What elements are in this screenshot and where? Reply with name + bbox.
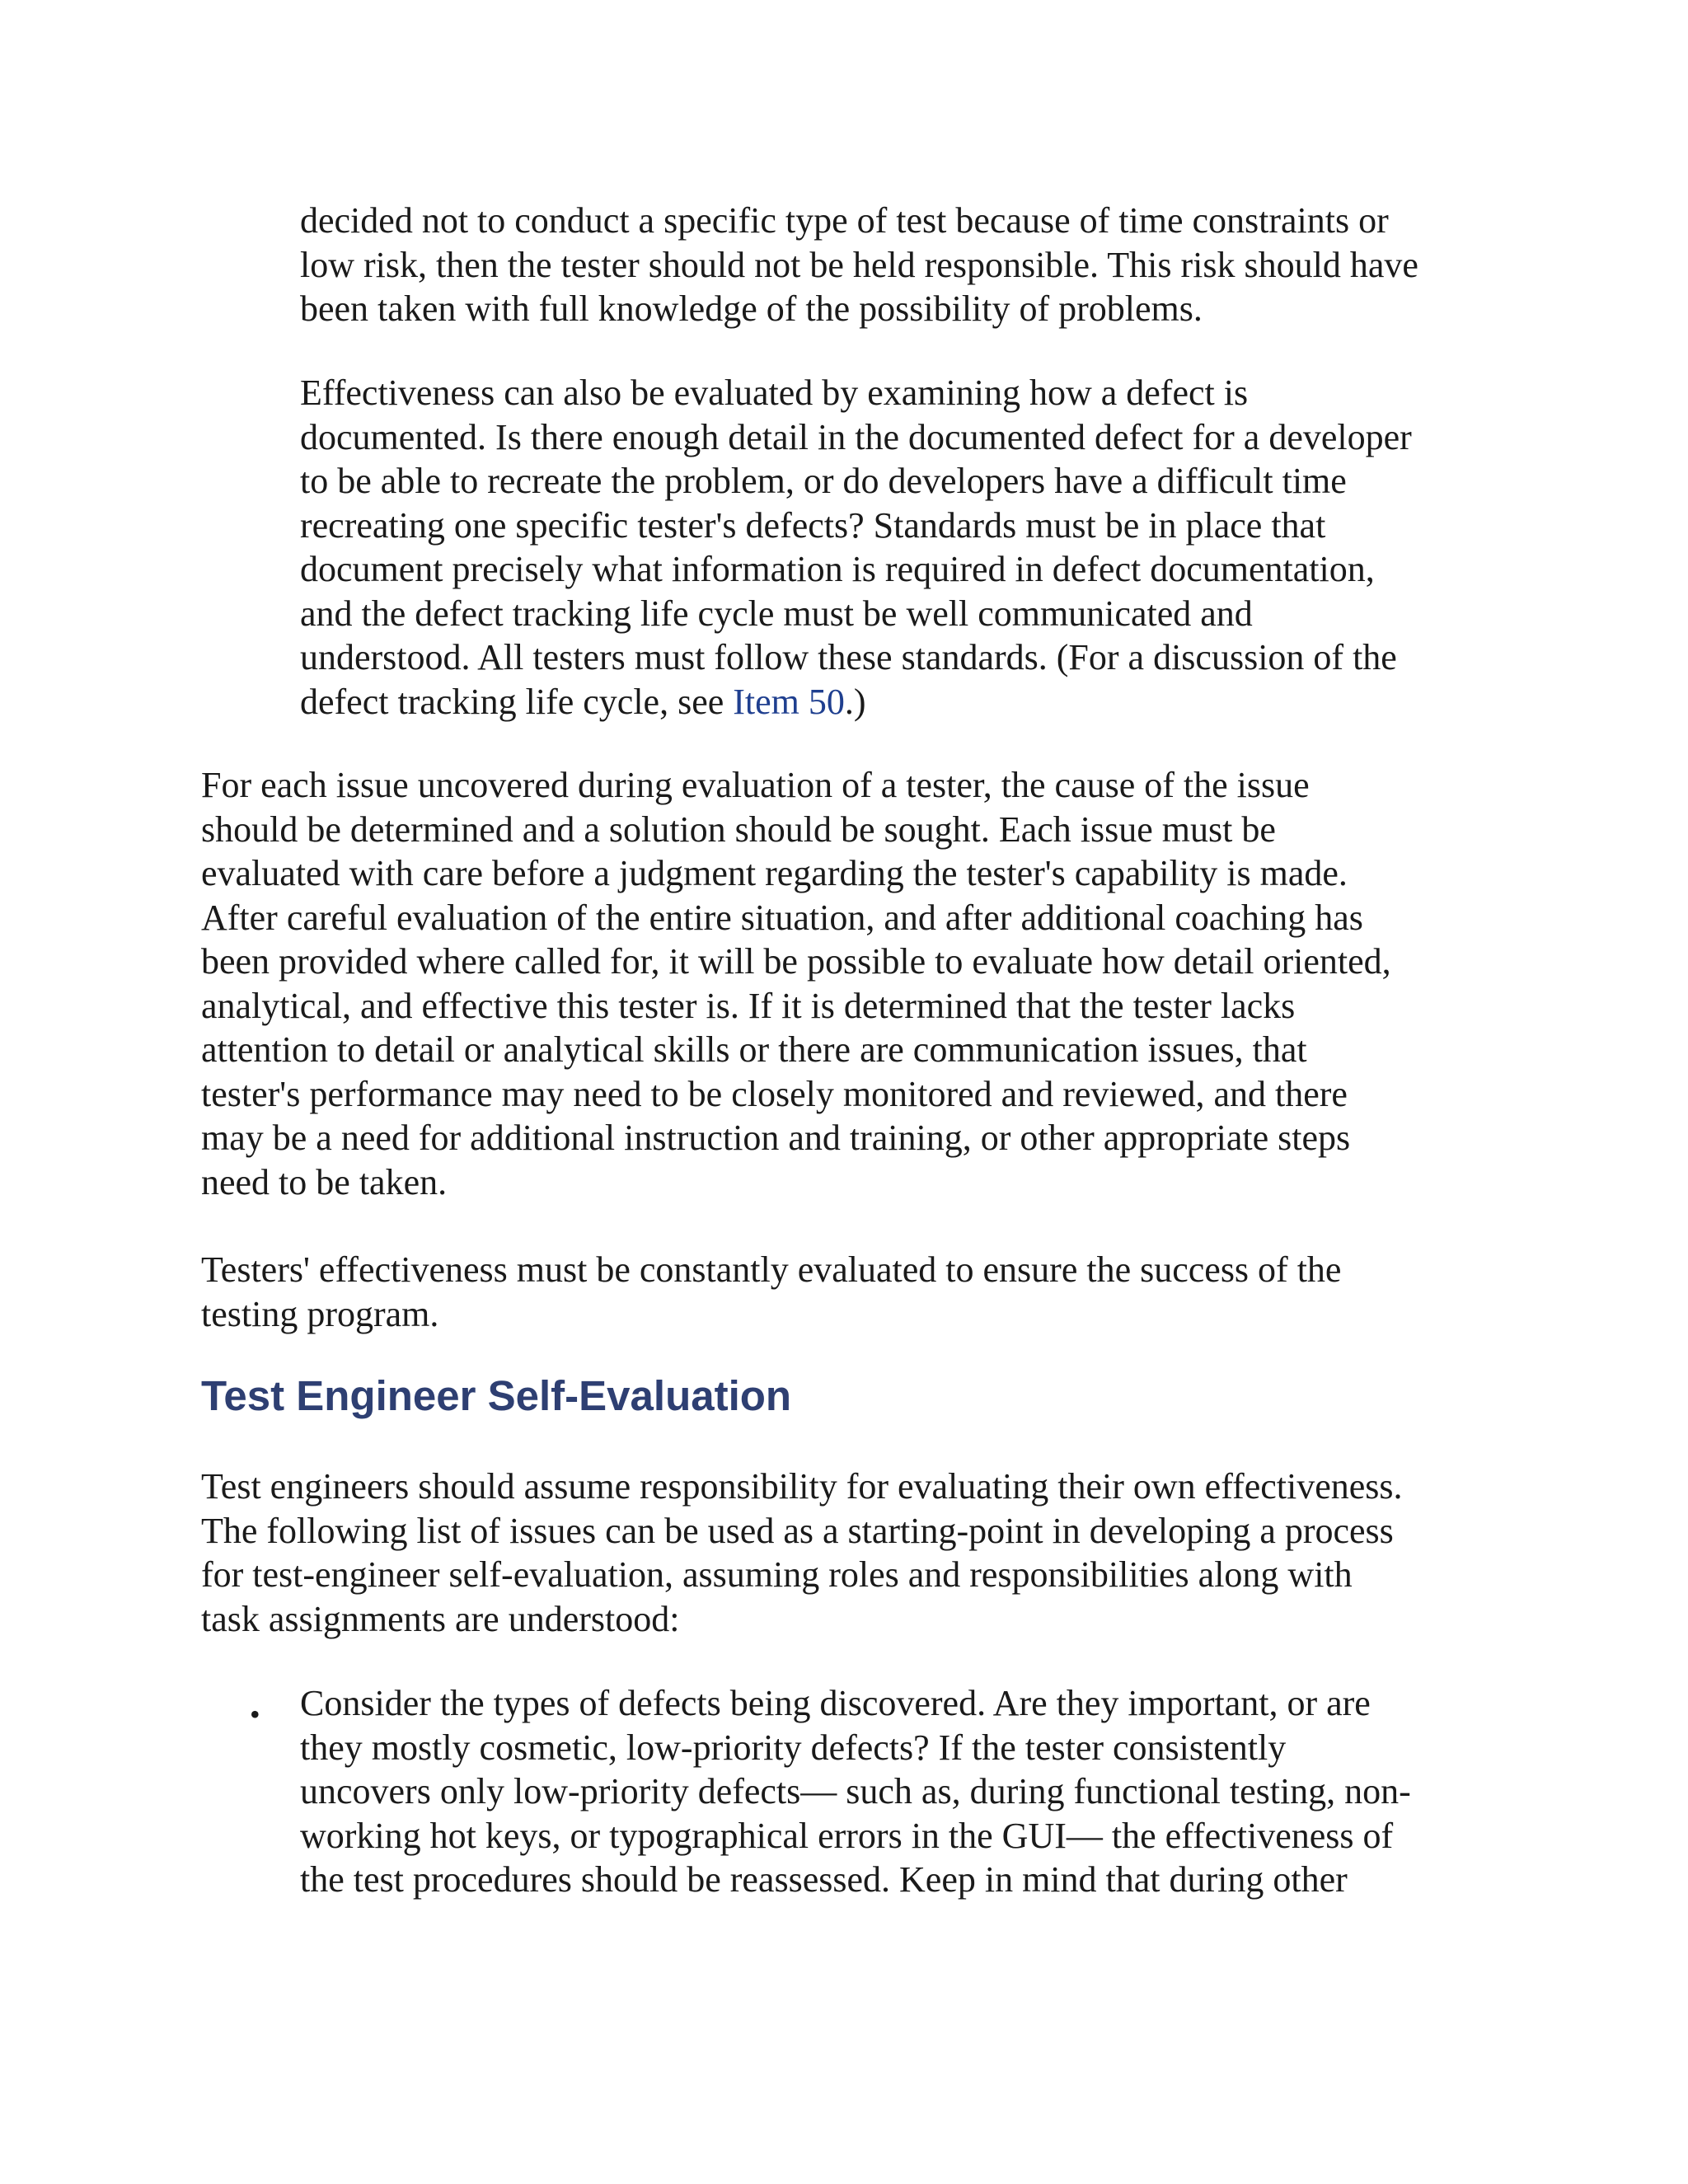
text-line-with-link [300,680,1412,724]
text-line: testing program. [201,1293,439,1334]
text-line: evaluated with care before a judgment regarding the tester's capability is made. [201,853,1348,893]
text-line: need to be taken. [201,1161,448,1202]
paragraph-continued [300,199,1418,331]
text-line: working hot keys, or typographical errors in the GUI— the effectiveness of [300,1815,1394,1856]
text-line: and the defect tracking life cycle must be well communicated and [300,593,1253,634]
paragraph-constant-evaluation [201,1248,1341,1336]
text-fragment: .) [844,681,866,722]
text-line: For each issue uncovered during evaluation of a tester, the cause of the issue [201,765,1310,805]
paragraph-issue-evaluation [201,763,1391,1204]
bullet-marker: • [250,1698,260,1731]
text-line: should be determined and a solution should be sought. Each issue must be [201,808,1276,850]
text-line: uncovers only low-priority defects— such as, during functional testing, non- [300,1771,1411,1811]
text-line: to be able to recreate the problem, or do developers have a difficult time [300,461,1347,501]
text-line: attention to detail or analytical skills or there are communication issues, that [201,1029,1307,1070]
paragraph-self-evaluation [201,1465,1403,1641]
text-line: low risk, then the tester should not be held responsible. This risk should have [300,244,1418,285]
text-line: document precisely what information is required in defect documentation, [300,549,1375,589]
text-fragment: defect tracking life cycle, see [300,681,734,722]
text-line: been provided where called for, it will be possible to evaluate how detail oriented, [201,941,1391,982]
bullet-item [300,1681,1411,1902]
text-line: Effectiveness can also be evaluated by examining how a defect is [300,373,1249,413]
text-line: Consider the types of defects being discovered. Are they important, or are [300,1683,1371,1723]
text-line: analytical, and effective this tester is. If it is determined that the tester lacks [201,985,1296,1026]
text-line: been taken with full knowledge of the possibility of problems. [300,288,1203,329]
text-line: may be a need for additional instruction and training, or other appropriate steps [201,1118,1351,1158]
paragraph-effectiveness [300,371,1412,724]
text-line: understood. All testers must follow these standards. (For a discussion of the [300,637,1397,677]
text-line: they mostly cosmetic, low-priority defects? If the tester consistently [300,1727,1287,1768]
text-line: decided not to conduct a specific type of test because of time constraints or [300,200,1389,241]
section-heading: Test Engineer Self-Evaluation [201,1372,792,1419]
text-line: task assignments are understood: [201,1598,680,1639]
item-50-link[interactable]: Item 50 [733,681,845,722]
text-line: After careful evaluation of the entire situation, and after additional coaching has [201,897,1363,938]
text-line: Test engineers should assume responsibility for evaluating their own effectiveness. [201,1466,1403,1507]
text-line: Testers' effectiveness must be constantly evaluated to ensure the success of the [201,1249,1342,1290]
text-line: The following list of issues can be used as a starting-point in developing a process [201,1510,1394,1551]
text-line: for test-engineer self-evaluation, assuming roles and responsibilities along with [201,1554,1353,1595]
text-line: tester's performance may need to be closely monitored and reviewed, and there [201,1073,1348,1114]
text-line: documented. Is there enough detail in the documented defect for a developer [300,416,1412,457]
text-line: recreating one specific tester's defects? Standards must be in place that [300,504,1326,546]
text-line: the test procedures should be reassessed. Keep in mind that during other [300,1859,1348,1900]
